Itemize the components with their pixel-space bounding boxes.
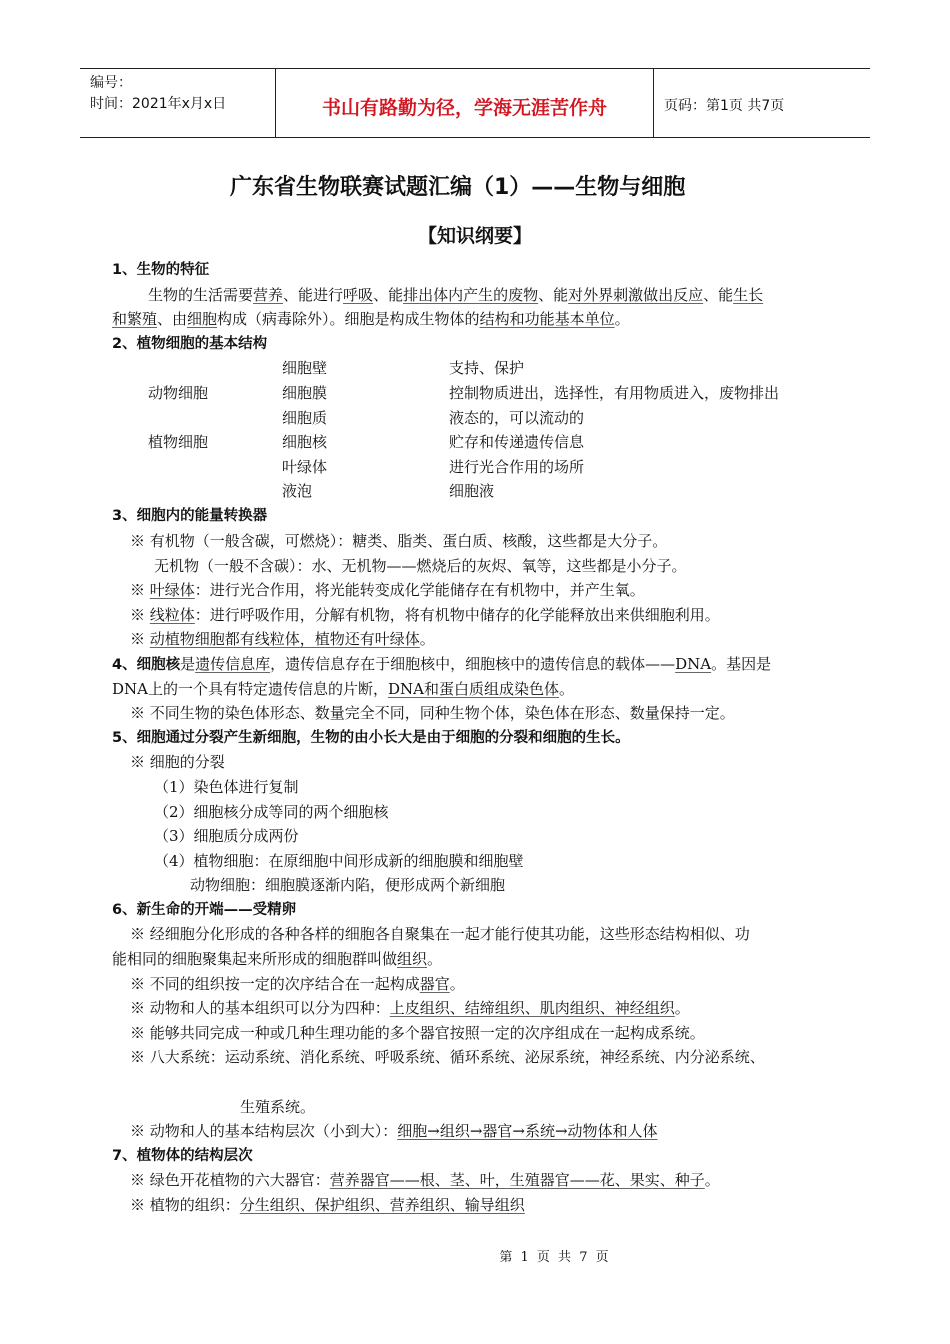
bullet-line: ※ 不同生物的染色体形态、数量完全不同，同种生物个体，染色体在形态、数量保持一定。 <box>130 704 735 723</box>
table-cell: 细胞液 <box>449 482 495 501</box>
table-cell: 细胞膜 <box>282 383 328 402</box>
paragraph-line: 和繁殖、由细胞构成（病毒除外）。细胞是构成生物体的结构和功能基本单位。 <box>112 310 630 329</box>
page-footer: 第 1 页 共 7 页 <box>499 1250 611 1265</box>
spacer <box>112 1070 842 1095</box>
table-cell: 液态的，可以流动的 <box>449 408 585 427</box>
list-item: 动物细胞：细胞膜逐渐内陷，便形成两个新细胞 <box>190 876 506 895</box>
table-cell: 细胞壁 <box>282 359 328 378</box>
list-item: （2）细胞核分成等同的两个细胞核 <box>154 802 389 821</box>
bullet-line: ※ 动植物细胞都有线粒体，植物还有叶绿体。 <box>130 630 435 649</box>
table-cell: 细胞核 <box>282 433 328 452</box>
bullet-line: ※ 不同的组织按一定的次序结合在一起构成器官。 <box>130 974 465 993</box>
table-cell: 进行光合作用的场所 <box>449 457 585 476</box>
animal-cell-label: 动物细胞 <box>148 383 209 402</box>
list-item: （3）细胞质分成两份 <box>154 827 299 846</box>
bullet-line: ※ 植物的组织：分生组织、保护组织、营养组织、输导组织 <box>130 1196 525 1214</box>
section-heading: 1、生物的特征 <box>112 262 210 278</box>
list-item: （1）染色体进行复制 <box>154 777 299 796</box>
paragraph-line: 生物的生活需要营养、能进行呼吸、能排出体内产生的废物、能对外界刺激做出反应、能生长 <box>148 285 764 304</box>
table-cell: 控制物质进出，选择性，有用物质进入，废物排出 <box>449 383 780 402</box>
section-heading: 2、植物细胞的基本结构 <box>112 335 268 352</box>
motto: 书山有路勤为径，学海无涯苦作舟 <box>276 69 654 137</box>
bullet-line: ※ 能够共同完成一种或几种生理功能的多个器官按照一定的次序组成在一起构成系统。 <box>130 1023 705 1042</box>
bullet-line-continued: 生殖系统。 <box>240 1097 316 1116</box>
document-body <box>112 258 842 1218</box>
bullet-line: ※ 八大系统：运动系统、消化系统、呼吸系统、循环系统、泌尿系统，神经系统、内分泌系统、 <box>130 1048 765 1067</box>
section-subtitle: 【知识纲要】 <box>417 225 532 247</box>
section-heading: 6、新生命的开端——受精卵 <box>112 901 297 918</box>
table-cell: 液泡 <box>282 482 313 501</box>
table-cell: 贮存和传递遗传信息 <box>449 433 585 452</box>
bullet-line: ※ 有机物（一般含碳，可燃烧）：糖类、脂类、蛋白质、核酸，这些都是大分子。 <box>130 531 668 550</box>
bullet-line: ※ 叶绿体：进行光合作用，将光能转变成化学能储存在有机物中，并产生氧。 <box>130 581 645 600</box>
section-heading: 3、细胞内的能量转换器 <box>112 508 268 525</box>
paragraph-line: DNA上的一个具有特定遗传信息的片断，DNA和蛋白质组成染色体。 <box>112 679 575 698</box>
section-heading: 5、细胞通过分裂产生新细胞，生物的由小长大是由于细胞的分裂和细胞的生长。 <box>112 729 630 746</box>
table-cell: 支持、保护 <box>449 359 525 378</box>
header-meta <box>80 69 276 137</box>
section-heading: 7、植物体的结构层次 <box>112 1147 253 1164</box>
bullet-line: 无机物（一般不含碳）：水、无机物——燃烧后的灰烬、氧等，这些都是小分子。 <box>154 556 687 575</box>
number-label: 编号： <box>90 75 132 91</box>
paragraph-line: 4、细胞核是遗传信息库，遗传信息存在于细胞核中，细胞核中的遗传信息的载体——DNA。基因是 <box>112 654 772 673</box>
bullet-line: ※ 细胞的分裂 <box>130 753 225 772</box>
cell-structure-table <box>112 356 842 504</box>
table-cell: 叶绿体 <box>282 457 328 476</box>
page-header <box>80 68 870 138</box>
document-title: 广东省生物联赛试题汇编（1）——生物与细胞 <box>230 175 686 200</box>
bullet-line: ※ 动物和人的基本组织可以分为四种：上皮组织、结缔组织、肌肉组织、神经组织。 <box>130 999 690 1018</box>
list-item: （4）植物细胞：在原细胞中间形成新的细胞膜和细胞壁 <box>154 851 524 870</box>
page-info: 页码：第1页 共7页 <box>664 98 785 114</box>
table-cell: 细胞质 <box>282 408 328 427</box>
plant-cell-label: 植物细胞 <box>148 433 209 452</box>
bullet-line: ※ 动物和人的基本结构层次（小到大）：细胞→组织→器官→系统→动物体和人体 <box>130 1122 658 1141</box>
bullet-line: ※ 线粒体：进行呼吸作用，分解有机物，将有机物中储存的化学能释放出来供细胞利用。 <box>130 605 720 624</box>
paragraph-line: 能相同的细胞聚集起来所形成的细胞群叫做组织。 <box>112 950 443 969</box>
time-label: 时间：2021年x月x日 <box>90 96 227 112</box>
bullet-line: ※ 经细胞分化形成的各种各样的细胞各自聚集在一起才能行使其功能，这些形态结构相似、功 <box>130 925 750 944</box>
bullet-line: ※ 绿色开花植物的六大器官：营养器官——根、茎、叶，生殖器官——花、果实、种子。 <box>130 1171 720 1190</box>
